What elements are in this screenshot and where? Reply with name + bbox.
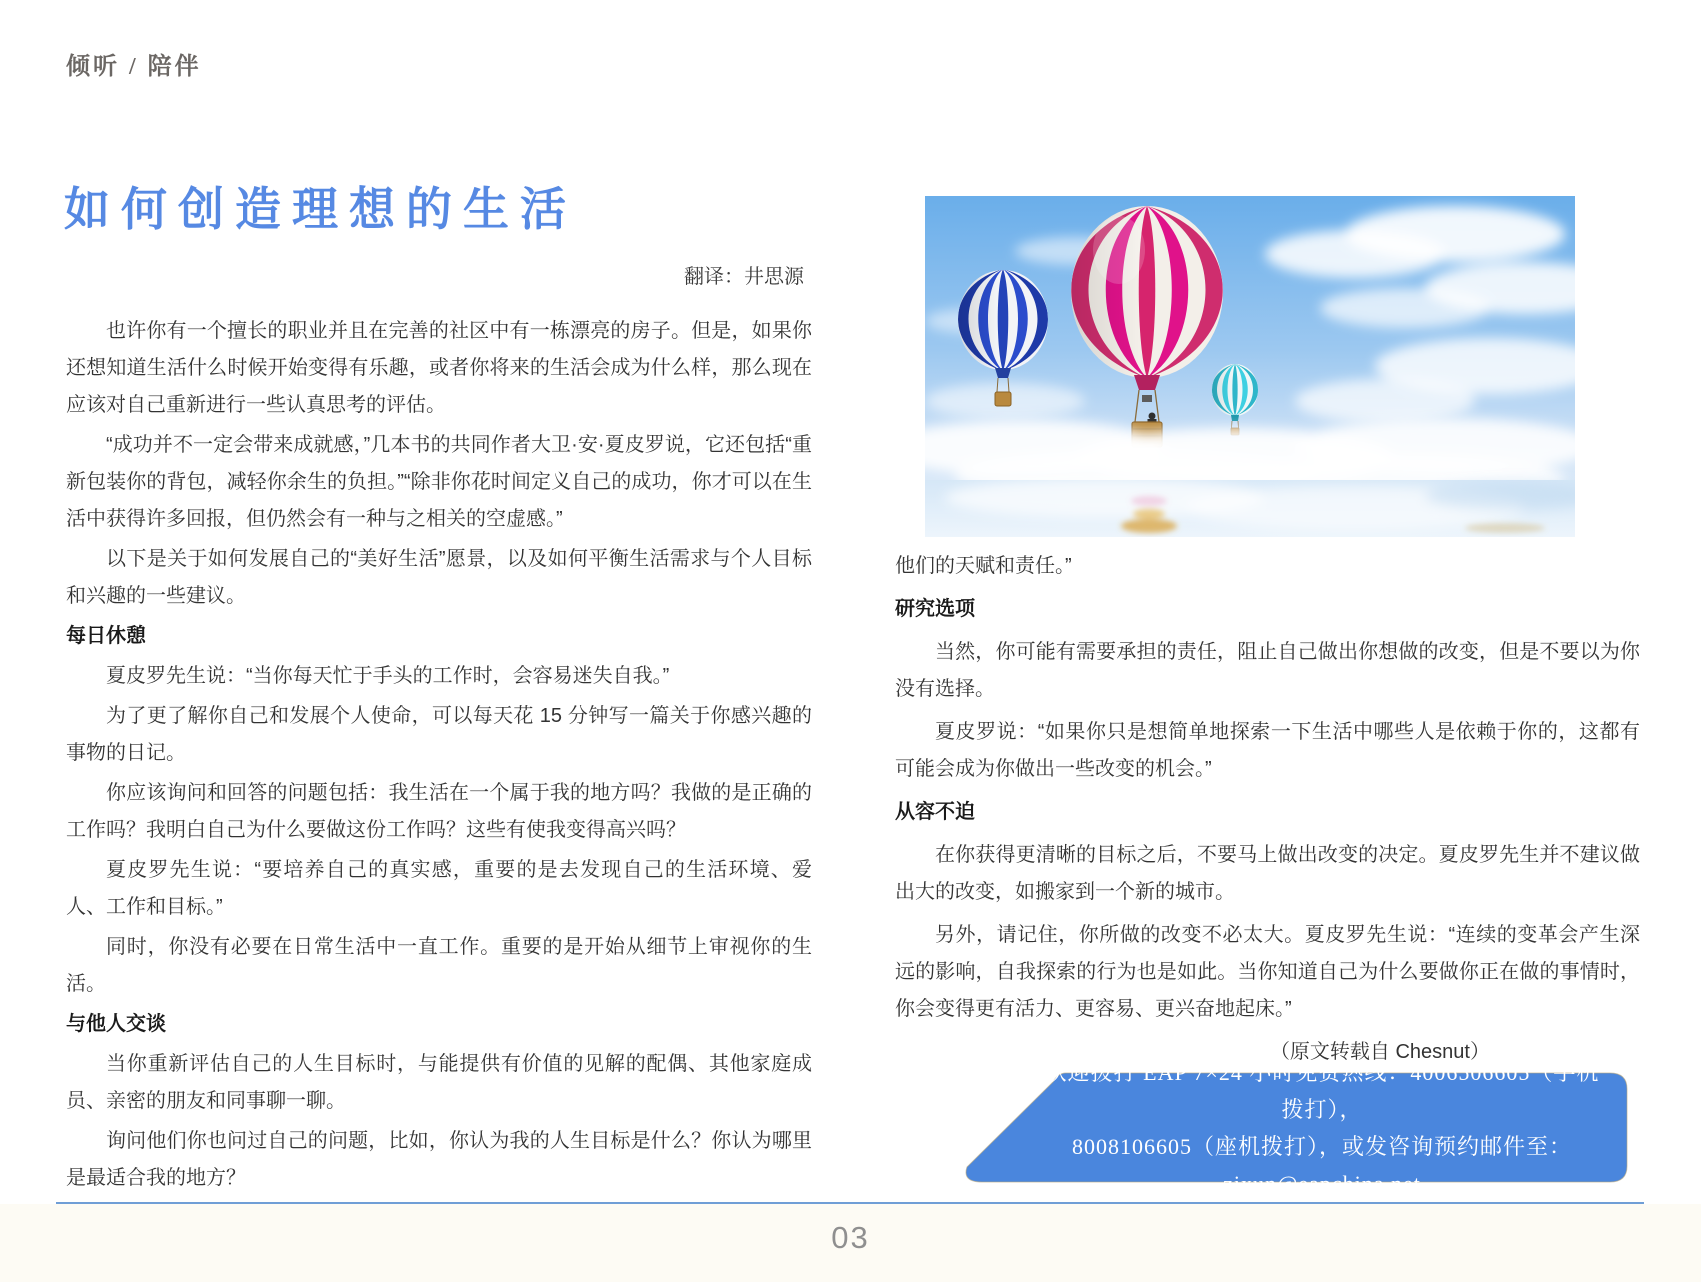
paragraph: 为了更了解你自己和发展个人使命，可以每天花 15 分钟写一篇关于你感兴趣的事物的日记。 (66, 705, 812, 764)
paragraph: 夏皮罗先生说：“当你每天忙于手头的工作时，会容易迷失自我。” (106, 665, 670, 687)
callout-text (1038, 1060, 1606, 1196)
source-citation: （原文转载自 Chesnut） (1269, 1041, 1490, 1063)
left-column (66, 310, 812, 1237)
callout-line-2: 8008106605（座机拨打），或发咨询预约邮件至：zixun@eapchina.net (1071, 1134, 1572, 1196)
paragraph: 夏皮罗先生说：“要培养自己的真实感，重要的是去发现自己的生活环境、爱人、工作和目标。” (66, 859, 812, 918)
subheading-research-options: 研究选项 (895, 598, 975, 620)
translator-credit: 翻译：井思源 (684, 266, 804, 288)
page-number: 03 (831, 1220, 870, 1255)
callout-line-1: 欢迎拨打 EAP 7×24 小时免费热线：4006506605（手机拨打）， (1044, 1060, 1600, 1122)
paragraph: 询问他们你也问过自己的问题，比如，你认为我的人生目标是什么？你认为哪里是最适合我的地方？ (66, 1130, 812, 1189)
paragraph: 以下是关于如何发展自己的“美好生活”愿景，以及如何平衡生活需求与个人目标和兴趣的一些建议。 (66, 548, 812, 607)
paragraph: “成功并不一定会带来成就感，”几本书的共同作者大卫·安·夏皮罗说，它还包括“重新包装你的背包，减轻你余生的负担。”“除非你花时间定义自己的成功，你才可以在生活中获得许多回报，但仍然会有一种与之相关的空虚感。” (66, 434, 812, 530)
balloons-photo (925, 196, 1575, 537)
paragraph: 你应该询问和回答的问题包括：我生活在一个属于我的地方吗？我做的是正确的工作吗？我明白自己为什么要做这份工作吗？这些有使我变得高兴吗？ (66, 782, 812, 841)
balloons-illustration (925, 196, 1575, 537)
eap-hotline-callout (958, 1060, 1630, 1196)
paragraph: 他们的天赋和责任。” (895, 555, 1072, 577)
paragraph: 当然，你可能有需要承担的责任，阻止自己做出你想做的改变，但是不要以为你没有选择。 (895, 641, 1640, 700)
section-header: 倾听 / 陪伴 (66, 54, 202, 80)
paragraph: 同时，你没有必要在日常生活中一直工作。重要的是开始从细节上审视你的生活。 (66, 936, 812, 995)
subheading-talk-to-others: 与他人交谈 (66, 1013, 166, 1035)
paragraph: 夏皮罗说：“如果你只是想简单地探索一下生活中哪些人是依赖于你的，这都有可能会成为你做出一些改变的机会。” (895, 721, 1640, 780)
subheading-daily-rest: 每日休憩 (66, 625, 146, 647)
paragraph: 当你重新评估自己的人生目标时，与能提供有价值的见解的配偶、其他家庭成员、亲密的朋友和同事聊一聊。 (66, 1053, 812, 1112)
paragraph: 也许你有一个擅长的职业并且在完善的社区中有一栋漂亮的房子。但是，如果你还想知道生活什么时候开始变得有乐趣，或者你将来的生活会成为什么样，那么现在应该对自己重新进行一些认真思考的评估。 (66, 320, 812, 416)
article-title: 如何创造理想的生活 (64, 183, 577, 235)
right-column (895, 548, 1640, 1071)
paragraph: 在你获得更清晰的目标之后，不要马上做出改变的决定。夏皮罗先生并不建议做出大的改变，如搬家到一个新的城市。 (895, 844, 1640, 903)
subheading-take-it-easy: 从容不迫 (895, 801, 975, 823)
paragraph: 另外，请记住，你所做的改变不必太大。夏皮罗先生说：“连续的变革会产生深远的影响，自我探索的行为也是如此。当你知道自己为什么要做你正在做的事情时，你会变得更有活力、更容易、更兴奋地起床。” (895, 924, 1640, 1020)
footer-divider (56, 1202, 1644, 1204)
